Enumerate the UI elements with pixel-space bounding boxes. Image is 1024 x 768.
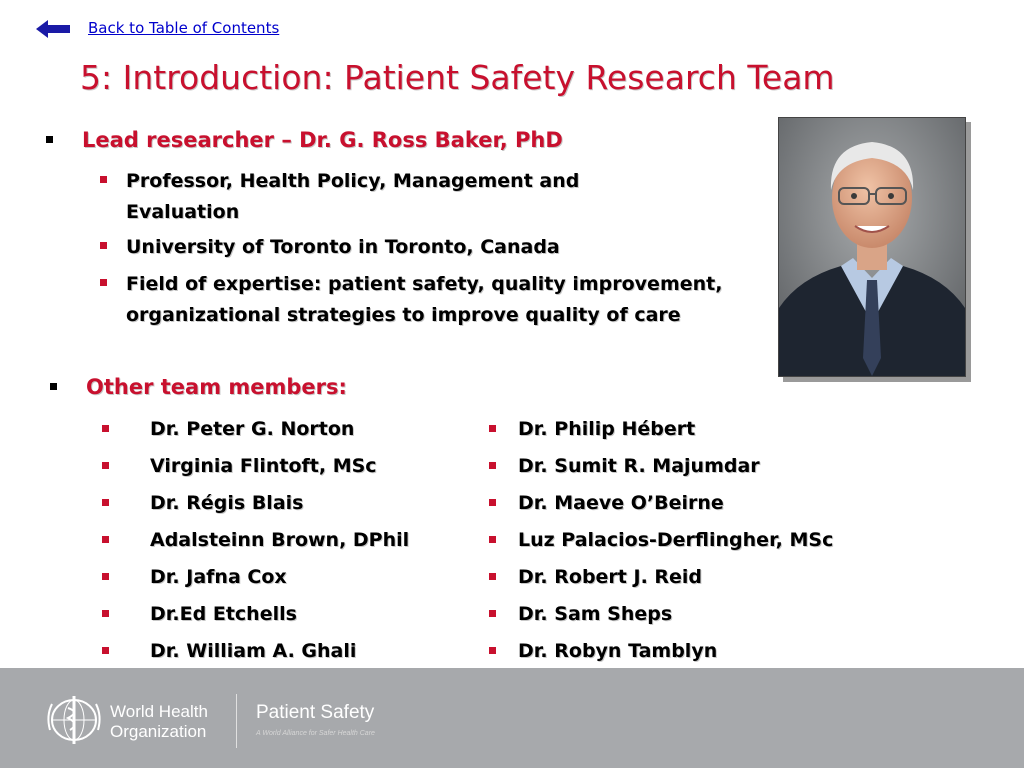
footer-bar [0,668,1024,768]
lead-researcher-text: Lead researcher – Dr. G. Ross Baker, PhD [82,128,563,152]
bullet-icon [489,425,496,432]
arrow-left-icon[interactable] [36,20,70,38]
list-item [518,526,833,563]
bullet-icon [489,499,496,506]
org-line-1: World Health [110,702,208,721]
member-name: Luz Palacios-Derflingher, MSc [518,529,834,551]
member-name: Dr. Robyn Tamblyn [518,640,718,662]
member-name: Dr. Robert J. Reid [518,566,703,588]
lead-detail-item [126,269,766,331]
program-title: Patient Safety [256,702,375,723]
member-name: Dr.Ed Etchells [150,603,297,625]
list-item [518,489,833,526]
bullet-icon [100,279,107,286]
other-members-text: Other team members: [86,375,347,399]
bullet-icon [489,647,496,654]
member-name: Dr. Maeve O’Beirne [518,492,724,514]
lead-detail-text: Professor, Health Policy, Management and Evaluation [126,170,580,223]
bullet-icon [102,425,109,432]
program-subtitle: A World Alliance for Safer Health Care [256,730,375,737]
bullet-icon [102,610,109,617]
list-item [150,489,409,526]
list-item [150,526,409,563]
list-item [150,415,409,452]
who-logo-text [110,702,208,742]
members-list-left [150,415,409,674]
list-item [150,563,409,600]
lead-detail-item [126,166,656,228]
lead-detail-text: Field of expertise: patient safety, quality improvement, organizational strategies to improve quality of care [126,273,723,326]
members-list-right [518,415,833,674]
bullet-icon [489,610,496,617]
member-name: Dr. Peter G. Norton [150,418,355,440]
bullet-icon [100,242,107,249]
portrait-image [779,118,965,376]
member-name: Dr. William A. Ghali [150,640,357,662]
bullet-icon [489,573,496,580]
bullet-icon [102,647,109,654]
list-item [518,452,833,489]
list-item [150,600,409,637]
list-item [518,563,833,600]
list-item [518,600,833,637]
bullet-icon [50,383,57,390]
bullet-icon [102,573,109,580]
bullet-icon [100,176,107,183]
slide-title: 5: Introduction: Patient Safety Research Team [80,58,835,97]
back-to-toc-link[interactable]: Back to Table of Contents [88,19,280,37]
member-name: Dr. Philip Hébert [518,418,696,440]
lead-researcher-heading [82,128,563,152]
bullet-icon [489,462,496,469]
bullet-icon [46,136,53,143]
member-name: Dr. Régis Blais [150,492,304,514]
member-name: Dr. Sam Sheps [518,603,673,625]
lead-detail-item [126,232,766,263]
researcher-photo [778,117,966,377]
member-name: Virginia Flintoft, MSc [150,455,377,477]
list-item [518,415,833,452]
footer-divider [236,694,237,748]
member-name: Dr. Sumit R. Majumdar [518,455,760,477]
other-members-heading [86,375,347,399]
bullet-icon [102,499,109,506]
bullet-icon [489,536,496,543]
member-name: Dr. Jafna Cox [150,566,287,588]
who-emblem-icon [44,694,104,746]
bullet-icon [102,536,109,543]
member-name: Adalsteinn Brown, DPhil [150,529,410,551]
org-line-2: Organization [110,722,207,741]
bullet-icon [102,462,109,469]
lead-detail-text: University of Toronto in Toronto, Canada [126,236,560,258]
list-item [150,452,409,489]
